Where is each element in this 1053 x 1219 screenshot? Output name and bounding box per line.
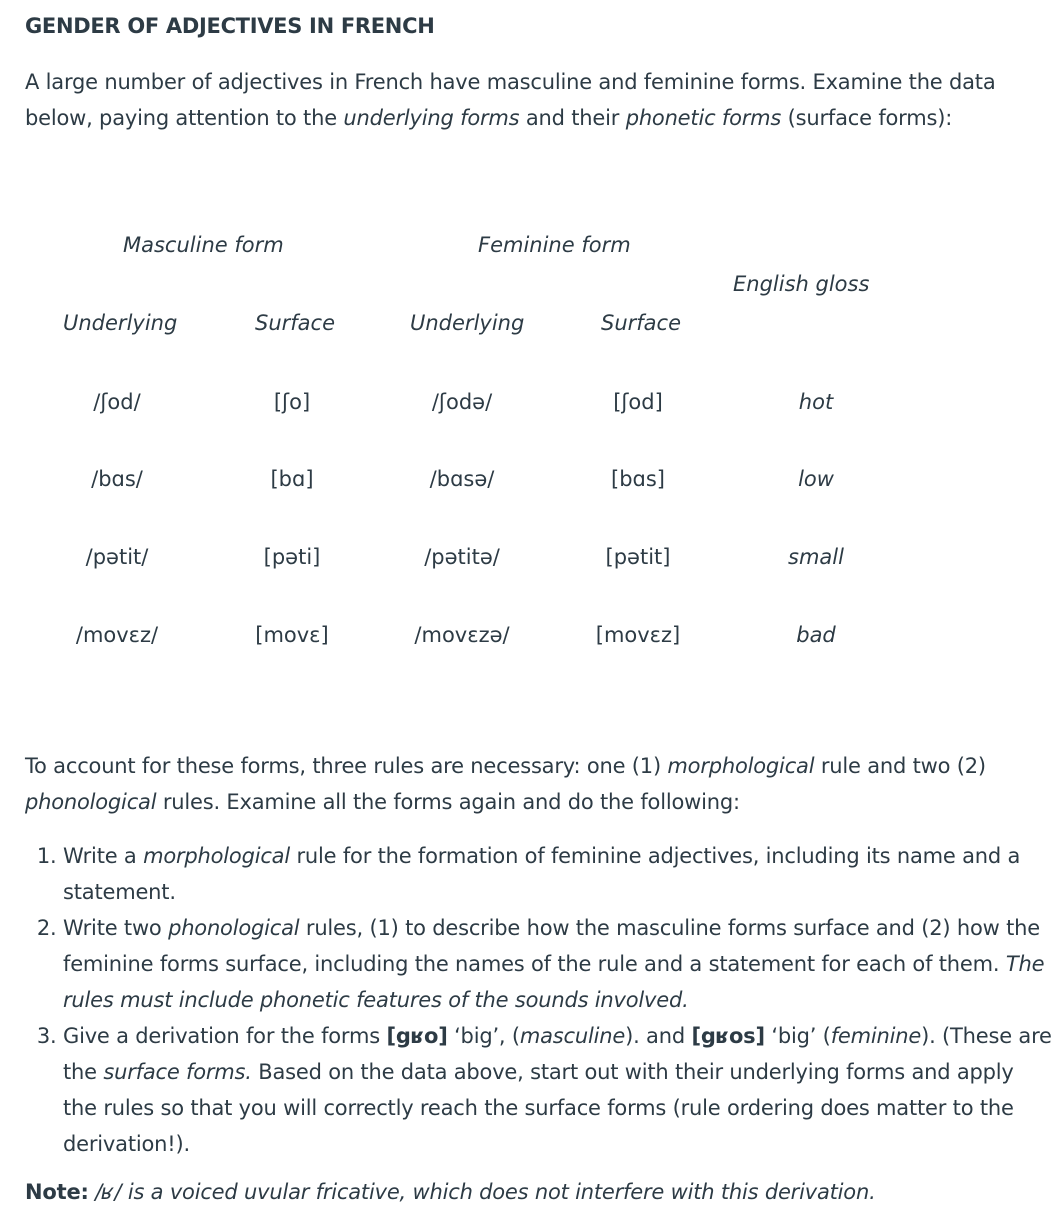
intro-emph-phonetic: phonetic forms xyxy=(625,106,782,130)
note-text: /ʁ/ is a voiced uvular fricative, which does not interfere with this derivation. xyxy=(88,1180,876,1204)
para2-text-3: rules. Examine all the forms again and do the following: xyxy=(156,790,740,814)
group-header-feminine: Feminine form xyxy=(478,233,631,257)
cell-f-underlying: /ʃodə/ xyxy=(431,390,493,414)
task1-text-1: Write a xyxy=(63,844,144,868)
cell-m-underlying: /movɛz/ xyxy=(75,623,159,647)
para2-text-1: To account for these forms, three rules are necessary: one (1) xyxy=(25,754,668,778)
intro-emph-underlying: underlying forms xyxy=(343,106,520,130)
note xyxy=(25,1180,876,1204)
cell-f-surface: [ʃod] xyxy=(613,390,663,414)
task3-text-2: ‘big’, ( xyxy=(447,1024,520,1048)
cell-f-underlying: /bɑsə/ xyxy=(429,467,495,491)
header-f-underlying: Underlying xyxy=(410,311,525,335)
task-item-2 xyxy=(63,910,1053,1018)
header-m-underlying: Underlying xyxy=(63,311,178,335)
para2-text-2: rule and two (2) xyxy=(814,754,986,778)
cell-f-surface: [pətit] xyxy=(605,545,671,569)
intro-text-2: and their xyxy=(519,106,626,130)
task3-emph-1: masculine xyxy=(519,1024,626,1048)
task3-emph-3: surface forms. xyxy=(103,1060,252,1084)
header-english-gloss: English gloss xyxy=(733,272,870,296)
cell-m-surface: [movɛ] xyxy=(255,623,329,647)
intro-text-3: (surface forms): xyxy=(781,106,953,130)
task3-emph-2: feminine xyxy=(830,1024,922,1048)
cell-gloss: small xyxy=(788,545,844,569)
task2-text-1: Write two xyxy=(63,916,169,940)
intro-text-1: A large number of adjectives in French have masculine and feminine forms. Examine the data below, paying attention to the xyxy=(25,70,996,130)
note-label: Note: xyxy=(25,1180,89,1204)
task2-emph-2: The rules must include phonetic features of the sounds involved. xyxy=(63,952,1045,1012)
cell-f-underlying: /pətitə/ xyxy=(424,545,500,569)
cell-gloss: low xyxy=(798,467,834,491)
header-m-surface: Surface xyxy=(255,311,336,335)
task-item-1 xyxy=(63,838,1053,910)
para2-emph-morphological: morphological xyxy=(667,754,815,778)
task1-emph: morphological xyxy=(143,844,290,868)
task3-text-3: ). and xyxy=(625,1024,692,1048)
task3-text-6: Based on the data above, start out with their underlying forms and apply the rules so that you will correctly reach the surface forms (rule ordering does matter to the derivation!). xyxy=(63,1060,1014,1156)
task3-text-5: ). (These are the xyxy=(63,1024,1052,1084)
cell-m-underlying: /bɑs/ xyxy=(91,467,143,491)
cell-gloss: bad xyxy=(796,623,836,647)
header-f-surface: Surface xyxy=(601,311,682,335)
task2-emph-1: phonological xyxy=(168,916,300,940)
page-title: GENDER OF ADJECTIVES IN FRENCH xyxy=(25,14,435,38)
cell-f-surface: [bɑs] xyxy=(611,467,665,491)
cell-f-surface: [movɛz] xyxy=(595,623,681,647)
cell-m-surface: [pəti] xyxy=(263,545,321,569)
task1-text-2: rule for the formation of feminine adjectives, including its name and a statement. xyxy=(63,844,1021,904)
task3-text-1: Give a derivation for the forms xyxy=(63,1024,387,1048)
cell-m-underlying: /pətit/ xyxy=(85,545,149,569)
task-list xyxy=(25,838,1053,1162)
cell-m-underlying: /ʃod/ xyxy=(93,390,141,414)
group-header-masculine: Masculine form xyxy=(123,233,284,257)
task-item-3 xyxy=(63,1018,1053,1162)
rules-paragraph xyxy=(25,748,1015,820)
cell-f-underlying: /movɛzə/ xyxy=(414,623,510,647)
task2-text-2: rules, (1) to describe how the masculine forms surface and (2) how the feminine forms surface, including the names of the rule and a statement for each of them. xyxy=(63,916,1040,976)
cell-m-surface: [ʃo] xyxy=(273,390,311,414)
para2-emph-phonological: phonological xyxy=(25,790,157,814)
cell-m-surface: [bɑ] xyxy=(270,467,314,491)
task3-bold-2: [gʁos] xyxy=(691,1024,765,1048)
intro-paragraph xyxy=(25,64,1015,136)
task3-bold-1: [gʁo] xyxy=(386,1024,448,1048)
cell-gloss: hot xyxy=(798,390,834,414)
task3-text-4: ‘big’ ( xyxy=(764,1024,831,1048)
